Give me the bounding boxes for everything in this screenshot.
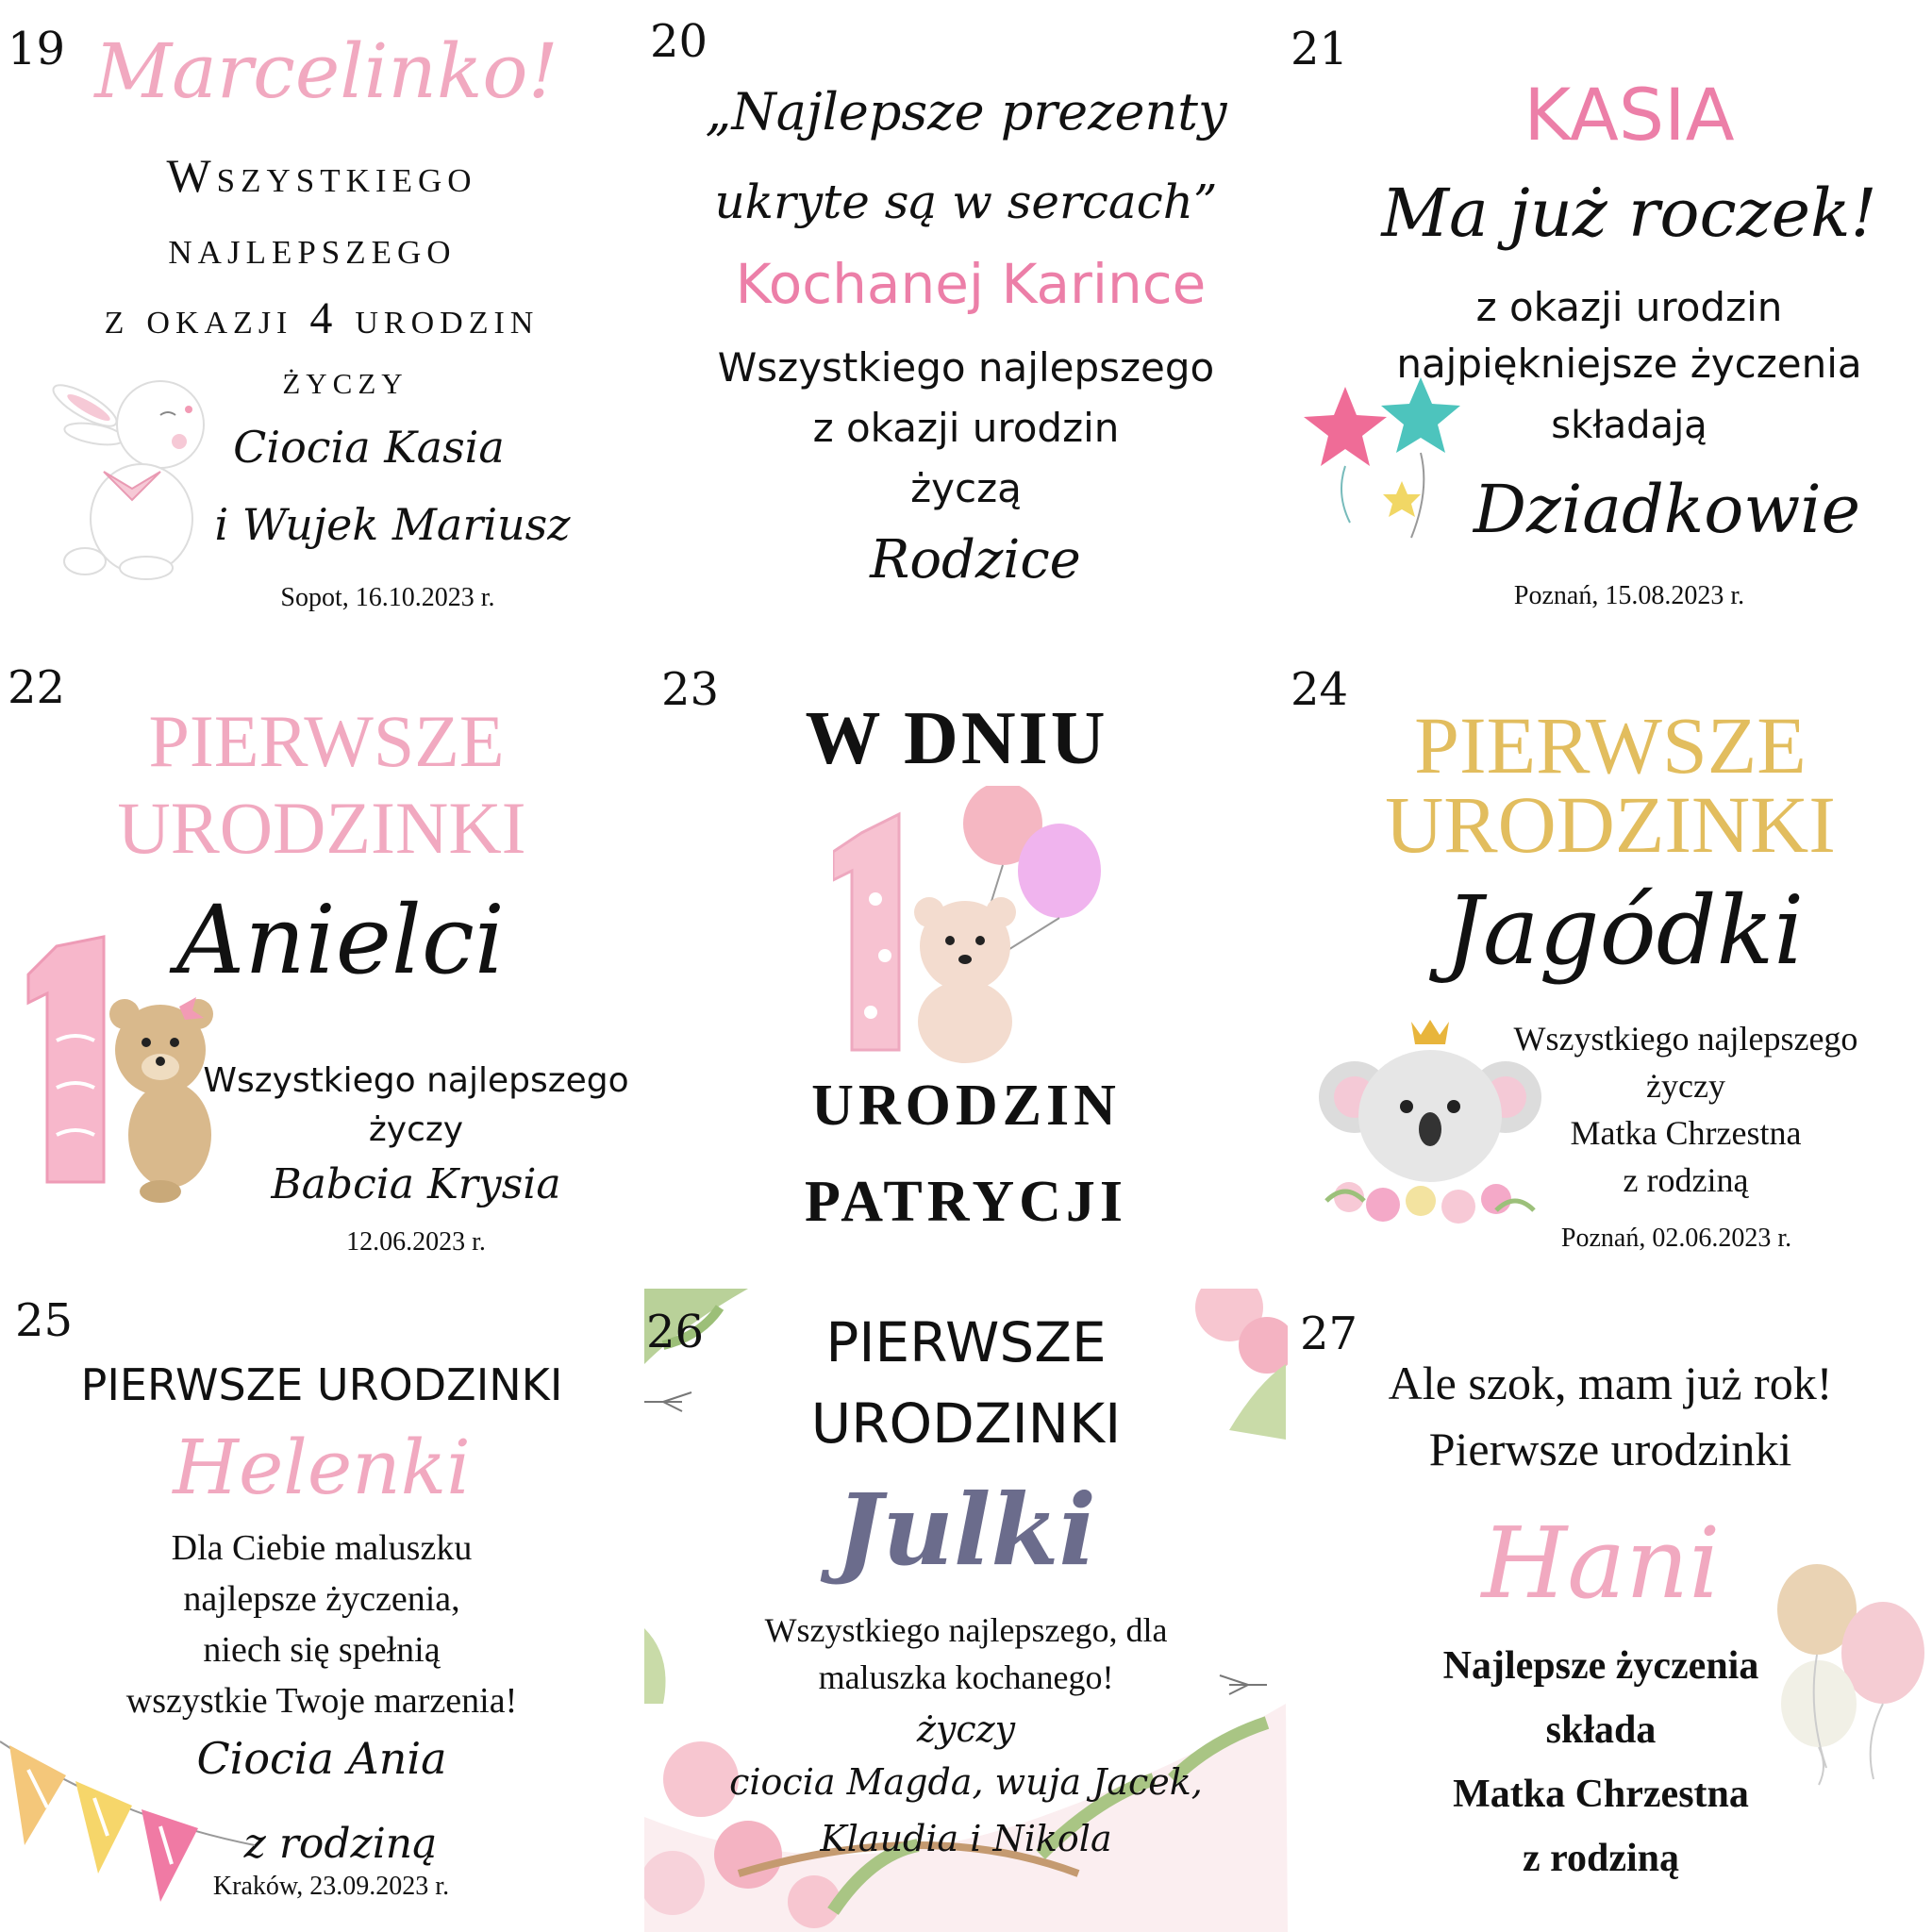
card-line: Matka Chrzestna <box>1570 1114 1802 1152</box>
card-line: najlepszego <box>168 221 457 274</box>
card-title: URODZINKI <box>117 787 526 869</box>
koala-icon <box>1317 1012 1543 1229</box>
card-number: 26 <box>646 1306 705 1358</box>
card-27 <box>1289 1289 1932 1932</box>
card-line: Ma już roczek! <box>1381 175 1877 252</box>
card-26 <box>644 1289 1288 1932</box>
card-name: Kochanej Karince <box>735 252 1207 316</box>
card-signature: ciocia Magda, wuja Jacek, <box>729 1761 1203 1803</box>
card-signature: Matka Chrzestna <box>1453 1773 1749 1816</box>
bunting-icon <box>0 1704 264 1930</box>
card-signature: z rodziną <box>1522 1837 1680 1880</box>
bear-with-one-icon <box>19 927 226 1210</box>
card-line: składają <box>1551 404 1707 447</box>
card-title: URODZINKI <box>1385 779 1836 870</box>
card-line: wszystkie Twoje marzenia! <box>125 1681 518 1721</box>
card-number: 21 <box>1291 23 1349 75</box>
card-title: PIERWSZE <box>825 1310 1107 1374</box>
card-line: życzy <box>282 357 408 403</box>
card-25 <box>0 1289 643 1932</box>
card-signature: Klaudia i Nikola <box>820 1818 1112 1859</box>
card-signature: Dziadkowie <box>1473 471 1861 548</box>
card-signature: Rodzice <box>870 529 1081 591</box>
card-line: Wszystkiego najlepszego <box>203 1061 629 1100</box>
card-title: Ale szok, mam już rok! <box>1388 1357 1833 1409</box>
card-name: Anielci <box>176 885 505 995</box>
card-23 <box>644 644 1288 1288</box>
card-title: PIERWSZE <box>1414 700 1807 791</box>
balloons-icon <box>1770 1562 1932 1798</box>
card-place-date: 12.06.2023 r. <box>346 1227 486 1257</box>
card-name: Julki <box>836 1472 1096 1588</box>
card-signature: Ciocia Kasia <box>233 422 505 473</box>
card-title: URODZINKI <box>810 1391 1122 1456</box>
card-21 <box>1289 0 1932 643</box>
card-quote: „Najlepsze prezenty <box>705 82 1227 142</box>
card-name: Hani <box>1481 1506 1721 1621</box>
card-20 <box>644 0 1288 643</box>
card-line: z okazji urodzin <box>1475 284 1783 330</box>
card-line: maluszka kochanego! <box>818 1658 1114 1696</box>
card-name: KASIA <box>1524 73 1735 157</box>
card-line: Wszystkiego najlepszego <box>717 344 1215 391</box>
card-line: Dla Ciebie maluszku <box>171 1528 473 1568</box>
card-line: Najlepsze życzenia <box>1442 1644 1759 1688</box>
card-line: składa <box>1545 1708 1657 1752</box>
card-line: Wszystkiego najlepszego <box>1513 1020 1858 1058</box>
card-number: 27 <box>1300 1307 1358 1360</box>
card-line: najpiękniejsze życzenia <box>1396 341 1862 387</box>
card-place-date: Poznań, 02.06.2023 r. <box>1560 1224 1792 1253</box>
bear-balloons-icon <box>833 786 1116 1069</box>
card-line: z okazji 4 urodzin <box>104 293 540 343</box>
card-line: z rodziną <box>1623 1161 1749 1199</box>
card-place-date: Kraków, 23.09.2023 r. <box>212 1872 450 1901</box>
card-line: niech się spełnią <box>203 1630 441 1670</box>
card-line: najlepsze życzenia, <box>183 1579 460 1619</box>
card-22 <box>0 644 643 1288</box>
card-number: 22 <box>8 661 66 714</box>
star-balloons-icon <box>1298 377 1487 547</box>
card-title: URODZIN <box>811 1074 1121 1138</box>
card-title: PIERWSZE <box>148 700 505 782</box>
card-line: z okazji urodzin <box>812 405 1120 451</box>
card-number: 20 <box>650 15 708 68</box>
card-line: Wszystkiego <box>166 149 477 202</box>
card-signature: z rodziną <box>243 1820 438 1868</box>
card-line: życzy <box>916 1708 1016 1750</box>
card-name: Jagódki <box>1444 875 1805 986</box>
card-number: 24 <box>1291 663 1349 716</box>
card-title: Pierwsze urodzinki <box>1428 1423 1792 1475</box>
card-signature: Babcia Krysia <box>271 1160 561 1208</box>
card-line: życzą <box>910 465 1022 511</box>
card-quote: ukryte są w sercach” <box>714 175 1218 229</box>
card-number: 19 <box>8 23 66 75</box>
card-number: 25 <box>15 1294 74 1347</box>
card-line: życzy <box>1646 1067 1725 1105</box>
card-place-date: Poznań, 15.08.2023 r. <box>1513 581 1745 610</box>
card-line: Wszystkiego najlepszego, dla <box>764 1611 1168 1649</box>
card-place-date: Sopot, 16.10.2023 r. <box>280 583 495 612</box>
card-24 <box>1289 644 1932 1288</box>
card-number: 23 <box>661 663 720 716</box>
card-name: Helenki <box>173 1424 471 1511</box>
card-name: PATRYCJI <box>804 1170 1128 1234</box>
card-signature: Ciocia Ania <box>196 1733 447 1784</box>
card-signature: i Wujek Mariusz <box>214 499 571 550</box>
card-line: życzy <box>368 1110 464 1149</box>
card-title: PIERWSZE URODZINKI <box>80 1359 563 1410</box>
bunny-icon <box>28 368 208 585</box>
card-name: Marcelinko! <box>94 27 558 115</box>
card-19 <box>0 0 643 643</box>
card-title: W DNIU <box>805 697 1108 780</box>
